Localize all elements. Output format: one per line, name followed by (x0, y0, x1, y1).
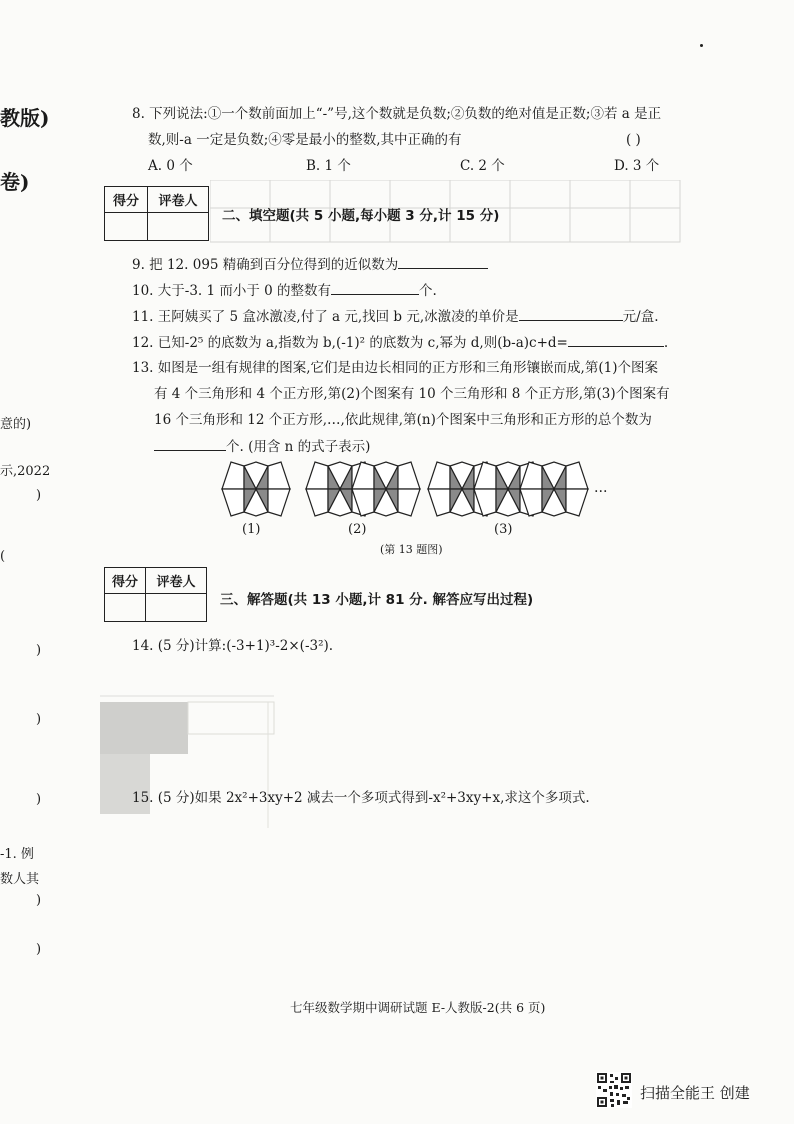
section-2-title: 二、填空题(共 5 小题,每小题 3 分,计 15 分) (222, 208, 500, 224)
grader-label: 评卷人 (146, 568, 207, 594)
page-footer: 七年级数学期中调研试题 E-人教版-2(共 6 页) (290, 1000, 546, 1015)
question-13-line-2: 有 4 个三角形和 4 个正方形,第(2)个图案有 10 个三角形和 8 个正方形,第(3)个图案有 (154, 386, 670, 402)
question-8-option-a: A. 0 个 (148, 158, 193, 174)
score-label: 得分 (105, 568, 146, 594)
score-cell[interactable] (105, 213, 148, 241)
pattern-label-2: (2) (348, 522, 367, 537)
margin-fragment-5: ) (36, 643, 42, 658)
question-8-option-d: D. 3 个 (614, 158, 660, 174)
question-11-text: 11. 王阿姨买了 5 盒冰激凌,付了 a 元,找回 b 元,冰激凌的单价是 (132, 309, 519, 325)
margin-fragment-3: ) (36, 488, 42, 503)
margin-fragment-1: 意的) (0, 417, 32, 432)
pattern-2 (306, 462, 420, 516)
question-8-option-b: B. 1 个 (306, 158, 351, 174)
margin-fragment-2: 示,2022 (0, 464, 51, 479)
margin-fragment-9: 数人其 (0, 872, 40, 887)
margin-fragment-6: ) (36, 712, 42, 727)
section-3-title: 三、解答题(共 13 小题,计 81 分. 解答应写出过程) (220, 592, 534, 608)
margin-fragment-11: ) (36, 942, 42, 957)
qr-code-icon (596, 1072, 632, 1108)
margin-fragment-8: -1. 例 (0, 847, 34, 862)
question-10-suffix: 个. (419, 283, 437, 299)
question-14: 14. (5 分)计算:(-3+1)³-2×(-3²). (132, 638, 334, 654)
figure-caption: (第 13 题图) (380, 543, 443, 556)
question-8-option-c: C. 2 个 (460, 158, 505, 174)
grader-label: 评卷人 (148, 187, 209, 213)
question-12-suffix: . (663, 335, 669, 351)
question-13-line-4-text: 个. (用含 n 的式子表示) (226, 439, 371, 455)
question-8-line-1: 8. 下列说法:①一个数前面加上“-”号,这个数就是负数;②负数的绝对值是正数;③若 a 是正 (132, 106, 662, 122)
question-13-pattern-figure (200, 458, 620, 520)
question-13-answer-blank[interactable] (154, 436, 226, 451)
question-13-line-3: 16 个三角形和 12 个正方形,…,依此规律,第(n)个图案中三角形和正方形的总个数为 (154, 412, 652, 428)
question-9-answer-blank[interactable] (398, 254, 488, 269)
margin-fragment-4: ( (0, 549, 6, 564)
question-12-answer-blank[interactable] (568, 332, 664, 347)
question-12-text: 12. 已知-2⁵ 的底数为 a,指数为 b,(-1)² 的底数为 c,幂为 d,则(b-a)c+d= (132, 335, 568, 351)
pattern-label-3: (3) (494, 522, 513, 537)
pattern-label-1: (1) (242, 522, 261, 537)
margin-fragment-10: ) (36, 893, 42, 908)
question-11 (132, 306, 659, 327)
question-13-line-4 (154, 436, 370, 457)
question-12 (132, 332, 668, 353)
score-box-section-3 (104, 567, 207, 622)
question-11-answer-blank[interactable] (519, 306, 623, 321)
margin-fragment-paper: 卷) (0, 170, 30, 194)
bleed-through-figure (98, 688, 288, 848)
question-10-text: 10. 大于-3. 1 而小于 0 的整数有 (132, 283, 332, 299)
pattern-3 (428, 462, 588, 516)
pattern-ellipsis: … (594, 480, 608, 496)
margin-fragment-7: ) (36, 792, 42, 807)
question-11-suffix: 元/盒. (622, 309, 659, 325)
grader-cell[interactable] (146, 594, 207, 622)
scanner-watermark: 扫描全能王 创建 (640, 1084, 750, 1102)
question-10-answer-blank[interactable] (331, 280, 419, 295)
question-15: 15. (5 分)如果 2x²+3xy+2 减去一个多项式得到-x²+3xy+x,求这个多项式. (132, 790, 590, 806)
score-box-section-2 (104, 186, 209, 241)
grader-cell[interactable] (148, 213, 209, 241)
stray-dot (700, 44, 703, 47)
question-8-answer-paren: ( ) (626, 132, 641, 148)
question-9 (132, 254, 488, 275)
score-label: 得分 (105, 187, 148, 213)
score-cell[interactable] (105, 594, 146, 622)
pattern-1 (222, 462, 290, 516)
question-8-line-2: 数,则-a 一定是负数;④零是最小的整数,其中正确的有 (148, 132, 462, 148)
question-10 (132, 280, 437, 301)
question-9-text: 9. 把 12. 095 精确到百分位得到的近似数为 (132, 257, 399, 273)
margin-fragment-edition: 教版) (0, 106, 50, 130)
question-13-line-1: 13. 如图是一组有规律的图案,它们是由边长相同的正方形和三角形镶嵌而成,第(1)个图案 (132, 360, 658, 376)
